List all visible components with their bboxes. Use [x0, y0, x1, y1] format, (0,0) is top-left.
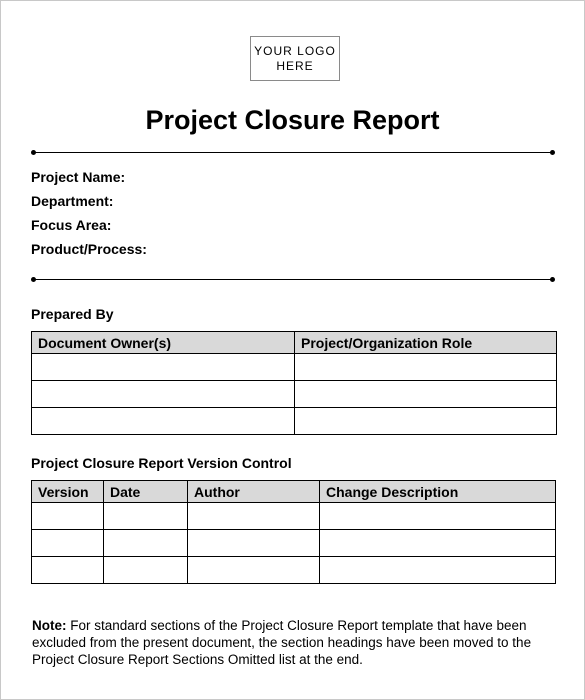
field-project-name: Project Name:	[31, 169, 126, 185]
table-cell[interactable]	[188, 530, 320, 557]
table-row	[32, 408, 557, 435]
table-cell[interactable]	[320, 557, 556, 584]
field-product-process: Product/Process:	[31, 241, 147, 257]
column-header: Date	[104, 481, 188, 503]
table-cell[interactable]	[104, 557, 188, 584]
note-label: Note:	[32, 618, 67, 633]
table-cell[interactable]	[320, 503, 556, 530]
table-row	[32, 530, 556, 557]
table-row	[32, 381, 557, 408]
table-cell[interactable]	[320, 530, 556, 557]
column-header: Author	[188, 481, 320, 503]
column-header: Change Description	[320, 481, 556, 503]
table-cell[interactable]	[295, 408, 557, 435]
table-cell[interactable]	[32, 503, 104, 530]
field-department: Department:	[31, 193, 114, 209]
table-header-row	[32, 332, 557, 354]
logo-placeholder: YOUR LOGO HERE	[250, 36, 340, 81]
table-cell[interactable]	[295, 381, 557, 408]
table-cell[interactable]	[32, 530, 104, 557]
note-paragraph	[32, 617, 560, 668]
column-header: Document Owner(s)	[32, 332, 295, 354]
note-text: For standard sections of the Project Closure Report template that have been excluded from the present document, the section headings have been moved to the Project Closure Report Sections Omitted list at the end.	[32, 618, 532, 667]
prepared-by-table	[31, 331, 557, 435]
table-row	[32, 503, 556, 530]
table-cell[interactable]	[188, 503, 320, 530]
table-row	[32, 557, 556, 584]
table-cell[interactable]	[32, 354, 295, 381]
table-cell[interactable]	[32, 381, 295, 408]
prepared-by-heading: Prepared By	[31, 306, 114, 322]
divider-top	[34, 152, 552, 153]
table-cell[interactable]	[32, 557, 104, 584]
divider-middle	[34, 279, 552, 280]
table-cell[interactable]	[32, 408, 295, 435]
version-control-heading: Project Closure Report Version Control	[31, 455, 292, 471]
table-cell[interactable]	[188, 557, 320, 584]
field-focus-area: Focus Area:	[31, 217, 112, 233]
table-cell[interactable]	[104, 530, 188, 557]
table-row	[32, 354, 557, 381]
column-header: Project/Organization Role	[295, 332, 557, 354]
table-cell[interactable]	[104, 503, 188, 530]
table-cell[interactable]	[295, 354, 557, 381]
column-header: Version	[32, 481, 104, 503]
version-control-table	[31, 480, 556, 584]
table-header-row	[32, 481, 556, 503]
page-title: Project Closure Report	[145, 105, 440, 135]
